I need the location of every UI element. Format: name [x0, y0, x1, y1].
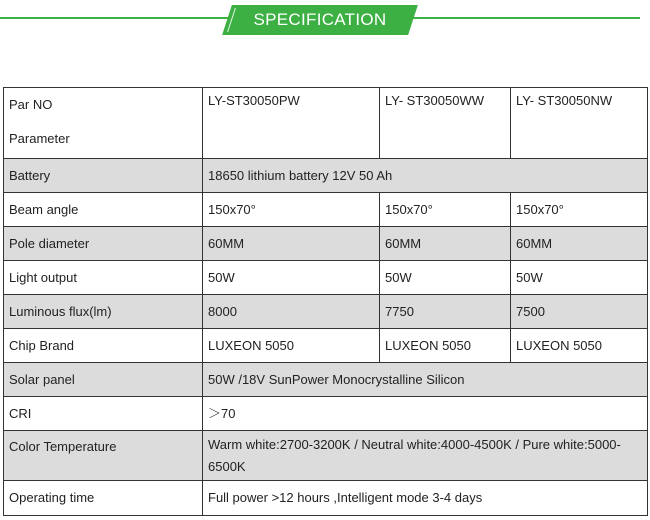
specification-banner — [0, 0, 650, 40]
table-row-pole-diameter — [4, 227, 648, 261]
banner-title: SPECIFICATION — [253, 10, 387, 29]
header-parameter: Parameter — [9, 131, 70, 146]
table-row-solar-panel — [4, 363, 648, 397]
row-label: Operating time — [4, 481, 203, 516]
row-value: 50W — [511, 261, 648, 295]
row-value: ＞70 — [203, 397, 648, 431]
row-value: 8000 — [203, 295, 380, 329]
row-label: Light output — [4, 261, 203, 295]
table-row-beam-angle — [4, 193, 648, 227]
table-row-light-output — [4, 261, 648, 295]
row-value: 50W — [203, 261, 380, 295]
specification-table — [3, 87, 648, 516]
table-row-battery — [4, 159, 648, 193]
table-row-luminous-flux — [4, 295, 648, 329]
row-value: 18650 lithium battery 12V 50 Ah — [203, 159, 648, 193]
row-value: 60MM — [203, 227, 380, 261]
row-value: 150x70° — [511, 193, 648, 227]
row-value: Warm white:2700-3200K / Neutral white:4000-4500K / Pure white:5000-6500K — [203, 431, 648, 481]
table-header-row — [4, 88, 648, 159]
table-row-chip-brand — [4, 329, 648, 363]
header-model-1: LY-ST30050PW — [203, 88, 380, 159]
row-value: LUXEON 5050 — [511, 329, 648, 363]
row-label: Pole diameter — [4, 227, 203, 261]
row-label: Luminous flux(lm) — [4, 295, 203, 329]
row-value: 60MM — [511, 227, 648, 261]
row-value: Full power >12 hours ,Intelligent mode 3-4 days — [203, 481, 648, 516]
row-label: Solar panel — [4, 363, 203, 397]
row-label: Beam angle — [4, 193, 203, 227]
row-value: 7500 — [511, 295, 648, 329]
row-value: 7750 — [380, 295, 511, 329]
header-model-3: LY- ST30050NW — [511, 88, 648, 159]
header-parameter-cell — [4, 88, 203, 159]
header-par-no: Par NO — [9, 97, 53, 112]
header-model-2: LY- ST30050WW — [380, 88, 511, 159]
row-value: 50W — [380, 261, 511, 295]
row-value: 60MM — [380, 227, 511, 261]
row-label: Color Temperature — [4, 431, 203, 481]
table-row-cri — [4, 397, 648, 431]
table-row-color-temperature — [4, 431, 648, 481]
row-value: 150x70° — [203, 193, 380, 227]
row-label: Chip Brand — [4, 329, 203, 363]
table-row-operating-time — [4, 481, 648, 516]
row-value: 150x70° — [380, 193, 511, 227]
row-value: LUXEON 5050 — [203, 329, 380, 363]
row-label: Battery — [4, 159, 203, 193]
row-value: 50W /18V SunPower Monocrystalline Silicon — [203, 363, 648, 397]
row-value: LUXEON 5050 — [380, 329, 511, 363]
row-label: CRI — [4, 397, 203, 431]
